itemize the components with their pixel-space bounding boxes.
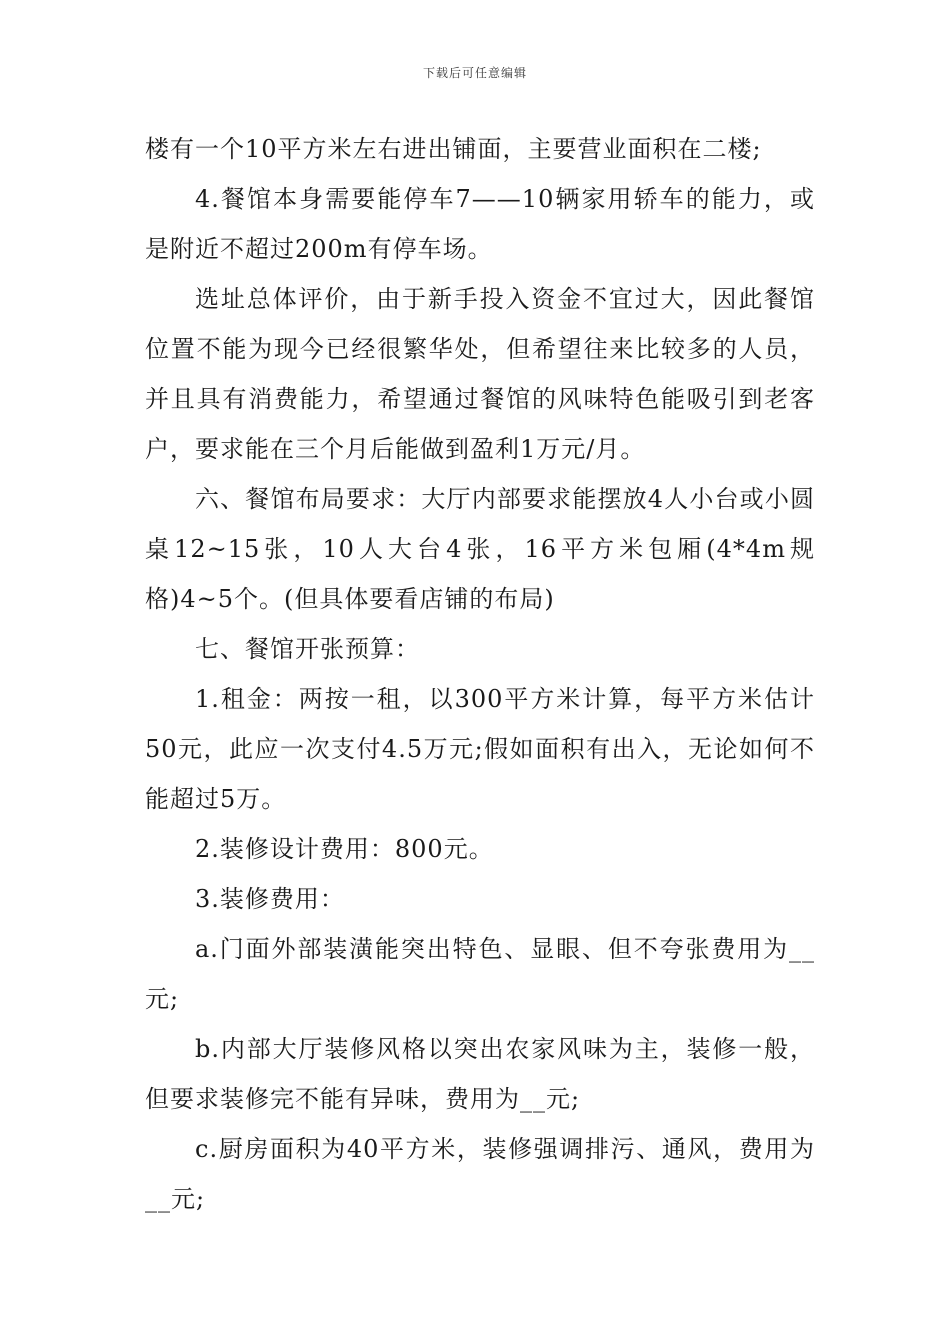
page-header: 下载后可任意编辑: [422, 66, 527, 80]
paragraph-rent: 1.租金：两按一租，以300平方米计算，每平方米估计50元，此应一次支付4.5万元;假如面积有出入，无论如何不能超过5万。: [145, 685, 815, 813]
paragraph-site-evaluation: 选址总体评价，由于新手投入资金不宜过大，因此餐馆位置不能为现今已经很繁华处，但希望往来比较多的人员，并且具有消费能力，希望通过餐馆的风味特色能吸引到老客户，要求能在三个月后能做到盈利1万元/月。: [145, 285, 815, 463]
paragraph-renovation-heading: 3.装修费用：: [195, 885, 345, 913]
paragraph-floor-storefront: 楼有一个10平方米左右进出铺面，主要营业面积在二楼;: [145, 135, 762, 163]
paragraph-interior-hall: b.内部大厅装修风格以突出农家风味为主，装修一般，但要求装修完不能有异味，费用为__元;: [145, 1035, 815, 1113]
section-heading-budget: 七、餐馆开张预算：: [195, 635, 420, 663]
paragraph-kitchen: c.厨房面积为40平方米，装修强调排污、通风，费用为__元;: [145, 1135, 815, 1213]
paragraph-layout-requirements: 六、餐馆布局要求：大厅内部要求能摆放4人小台或小圆桌12~15张，10人大台4张，16平方米包厢(4*4m规格)4~5个。(但具体要看店铺的布局): [145, 485, 815, 613]
paragraph-design-fee: 2.装修设计费用：800元。: [195, 835, 494, 863]
paragraph-facade: a.门面外部装潢能突出特色、显眼、但不夸张费用为__元;: [145, 935, 815, 1013]
document-body: [145, 124, 815, 1224]
paragraph-parking: 4.餐馆本身需要能停车7——10辆家用轿车的能力，或是附近不超过200m有停车场。: [145, 185, 815, 263]
